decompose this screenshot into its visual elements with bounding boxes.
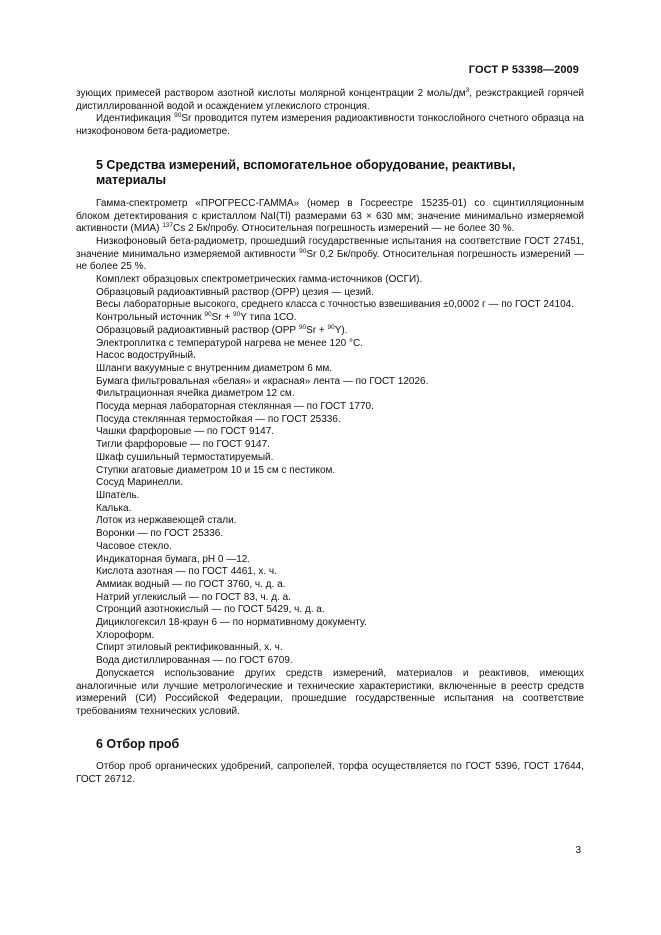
- list-item: Фильтрационная ячейка диаметром 12 см.: [96, 388, 295, 400]
- beta-radiometer-paragraph: Низкофоновый бета-радиометр, прошедший государственные испытания на соответствие ГОСТ 27451, значение минимально измеряемой активности $^{90}$Sr 0,2 Бк/пробу. Относительная погрешность измерений — не более 25 %.: [76, 235, 584, 273]
- list-item: Шланги вакуумные с внутренним диаметром 6 мм.: [96, 362, 333, 374]
- sampling-paragraph: Отбор проб органических удобрений, сапропелей, торфа осуществляется по ГОСТ 5396, ГОСТ 17644, ГОСТ 26712.: [76, 761, 584, 785]
- list-item: Образцовый радиоактивный раствор (ОРР) цезия — цезий.: [96, 286, 374, 298]
- page-number: 3: [575, 845, 581, 856]
- list-item: Шкаф сушильный термостатируемый.: [96, 451, 274, 463]
- list-item: Кислота азотная — по ГОСТ 4461, х. ч.: [96, 566, 277, 578]
- list-item: Воронки — по ГОСТ 25336.: [96, 528, 224, 540]
- document-code: ГОСТ Р 53398—2009: [468, 64, 579, 76]
- list-item: Ступки агатовые диаметром 10 и 15 см с пестиком.: [96, 464, 336, 476]
- list-item: Сосуд Маринелли.: [96, 477, 184, 489]
- list-item: Часовое стекло.: [96, 540, 172, 552]
- section-6-heading: 6 Отбор проб: [96, 736, 180, 751]
- list-item: Образцовый радиоактивный раствор (ОРР $^{90}$Sr + $^{90}$Y).: [96, 323, 348, 336]
- gamma-spectrometer-paragraph: Гамма-спектрометр «ПРОГРЕСС-ГАММА» (номер в Госреестре 15235-01) со сцинтилляционным блоком детектирования с кристаллом NaI(Tl) размерами 63 × 630 мм; значение минимально измеряемой активности (МИА) $^{137}$Cs 2 Бк/пробу. Относительная погрешность измерений — не более 30 %.: [76, 197, 584, 235]
- list-item: Хлороформ.: [96, 629, 155, 641]
- list-item: Лоток из нержавеющей стали.: [96, 515, 237, 527]
- list-item: Вода дистиллированная — по ГОСТ 6709.: [96, 655, 293, 667]
- list-item: Электроплитка с температурой нагрева не менее 120 °С.: [96, 337, 364, 349]
- equipment-list: [76, 274, 584, 299]
- page-content: [76, 88, 584, 787]
- list-item: Контрольный источник $^{90}$Sr + $^{90}$Y типа 1СО.: [96, 311, 297, 324]
- list-item: Дициклогексил 18-краун 6 — по нормативному документу.: [96, 617, 367, 629]
- list-item: Посуда мерная лабораторная стеклянная — по ГОСТ 1770.: [96, 401, 374, 413]
- list-item: Бумага фильтровальная «белая» и «красная» лента — по ГОСТ 12026.: [96, 375, 429, 387]
- list-item: Посуда стеклянная термостойкая — по ГОСТ 25336.: [96, 413, 341, 425]
- intro-paragraph-2: Идентификация $^{90}$Sr проводится путем измерения радиоактивности тонкослойного счетного образца на низкофоновом бета-радиометре.: [76, 112, 584, 138]
- section-5-heading: 5 Средства измерений, вспомогательное оборудование, реактивы, материалы: [96, 157, 516, 188]
- intro-paragraph-1: зующих примесей раствором азотной кислоты молярной концентрации 2 моль/$дм^3$, реэкстракцией горячей дистиллированной водой и осаждением углекислого стронция.: [76, 87, 584, 112]
- list-item: Калька.: [96, 502, 132, 514]
- list-item: Спирт этиловый ректификованный, х. ч.: [96, 642, 283, 654]
- list-item: Индикаторная бумага, рН 0 —12.: [96, 553, 251, 565]
- list-item: Тигли фарфоровые — по ГОСТ 9147.: [96, 439, 270, 451]
- allowed-alternatives-paragraph: Допускается использование других средств измерений, материалов и реактивов, имеющих аналогичные или лучшие метрологические и технические характеристики, включенные в реестр средств измерений (СИ) Российской Федерации, прошедшие государственные испытания на соответствие требованиям технических условий.: [76, 667, 584, 717]
- list-item: Натрий углекислый — по ГОСТ 83, ч. д. а.: [96, 591, 291, 603]
- list-item: Насос водоструйный.: [96, 350, 196, 362]
- scales-paragraph: Весы лабораторные высокого, среднего класса с точностью взвешивания ±0,0002 г — по ГОСТ 24104.: [96, 299, 574, 311]
- list-item: Аммиак водный — по ГОСТ 3760, ч. д. а.: [96, 578, 286, 590]
- equipment-list: [76, 312, 584, 668]
- list-item: Комплект образцовых спектрометрических гамма-источников (ОСГИ).: [96, 274, 423, 286]
- list-item: Шпатель.: [96, 489, 140, 501]
- list-item: Чашки фарфоровые — по ГОСТ 9147.: [96, 426, 275, 438]
- list-item: Стронций азотнокислый — по ГОСТ 5429, ч. д. а.: [96, 604, 325, 616]
